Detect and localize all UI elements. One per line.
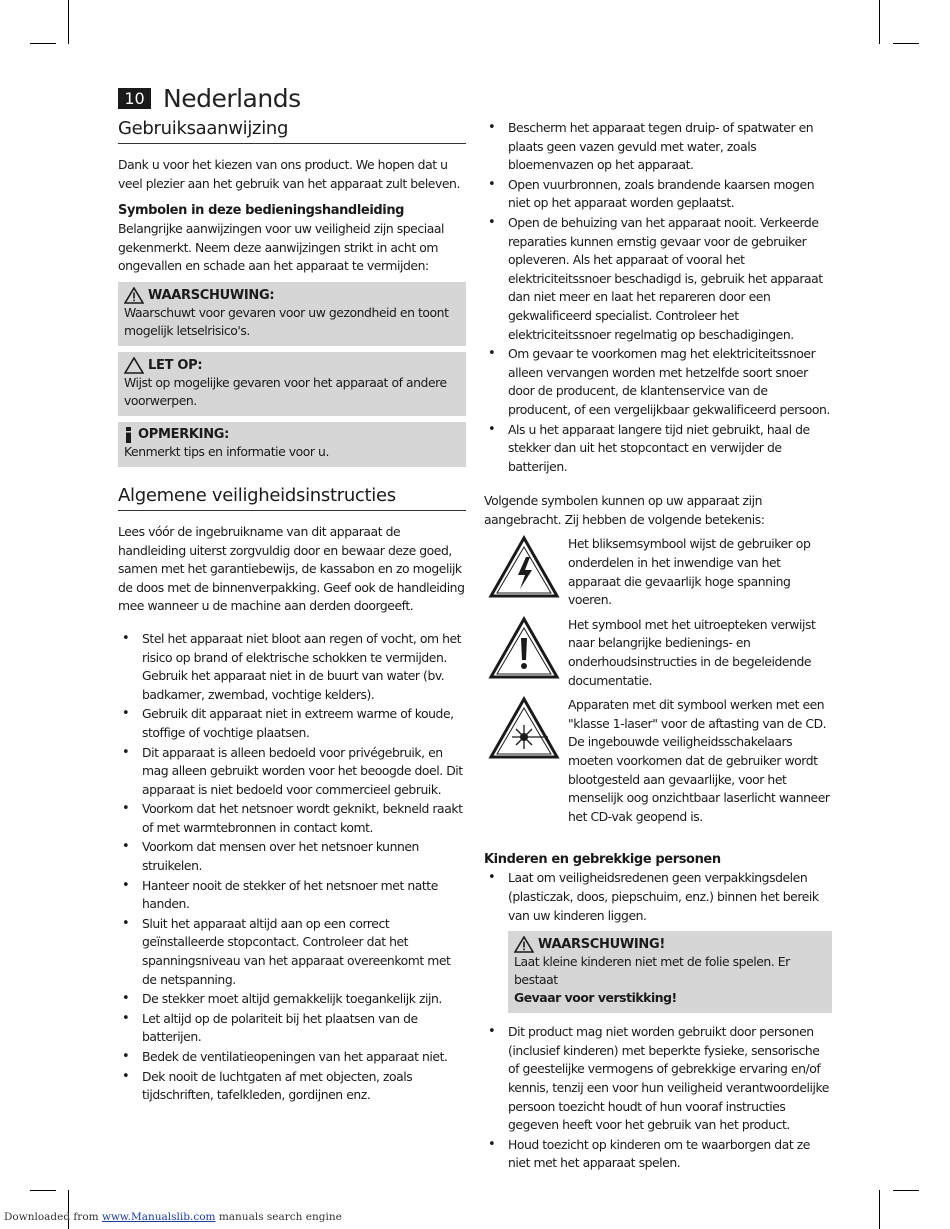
footer-suffix: manuals search engine: [218, 1211, 342, 1223]
list-item: • Let altijd op de polariteit bij het plaatsen van de batterijen.: [118, 1010, 466, 1047]
symbol-laser-row: [484, 696, 832, 826]
safety-list: [118, 630, 466, 1105]
child-warning-bold: Gevaar voor verstikking!: [514, 990, 677, 1006]
child-warning-text: Laat kleine kinderen niet met de folie spelen. Er bestaat: [514, 954, 790, 988]
caution-text: Wijst op mogelijke gevaren voor het apparaat of andere voorwerpen.: [124, 374, 447, 408]
lightning-text: Het bliksemsymbool wijst de gebruiker op onderdelen in het inwendige van het apparaat die gevaarlijk hoge spanning voeren.: [568, 536, 811, 608]
list-item: • Dek nooit de luchtgaten af met objecten, zoals tijdschriften, tafelkleden, gordijnen enz.: [118, 1068, 466, 1105]
warning-triangle-icon: [514, 936, 534, 953]
children-list-continued: [484, 1023, 832, 1173]
exclamation-warning-icon: [488, 616, 560, 680]
caution-title: LET OP:: [148, 357, 203, 373]
lightning-warning-icon: [488, 535, 560, 599]
children-list: [484, 869, 832, 925]
language-title: Nederlands: [163, 84, 301, 113]
crop-mark: [879, 1190, 880, 1229]
safety-list-continued: [484, 119, 832, 476]
list-item: • Laat om veiligheidsredenen geen verpakkingsdelen (plasticzak, doos, piepschuim, enz.) binnen het bereik van uw kinderen liggen.: [484, 869, 832, 925]
list-item: • Om gevaar te voorkomen mag het elektriciteitssnoer alleen vervangen worden met hetzelfde soort snoer door de producent, de klantenservice van de producent, of een vergelijkbaar gekwalificeerd persoon.: [484, 345, 832, 419]
child-warning-title: WAARSCHUWING!: [538, 937, 665, 953]
page-header: [118, 84, 301, 113]
manualslib-link[interactable]: www.Manualslib.com: [101, 1211, 216, 1223]
footer-prefix: Downloaded from: [4, 1211, 99, 1223]
symbol-lightning-row: [484, 535, 832, 609]
crop-mark: [893, 1190, 919, 1191]
laser-warning-icon: [488, 696, 560, 760]
warning-text: Waarschuwt voor gevaren voor uw gezondheid en toont mogelijk letselrisico's.: [124, 304, 449, 338]
crop-mark: [68, 1190, 69, 1229]
laser-text: Apparaten met dit symbool werken met een "klasse 1-laser" voor de aftasting van de CD. De ingebouwde veiligheidsschakelaars moeten voorkomen dat de gebruiker wordt blootgesteld aan gevaarlijke, voor het menselijk oog onzichtbaar laserlicht wanneer het CD-vak geopend is.: [568, 697, 830, 824]
list-item: • Stel het apparaat niet bloot aan regen of vocht, om het risico op brand of elektrische schokken te vermijden. Gebruik het apparaat niet in de buurt van water (bv. badkamer, zwembad, vochtige kelders).: [118, 630, 466, 704]
crop-mark: [893, 43, 919, 44]
list-item: • Dit apparaat is alleen bedoeld voor privégebruik, en mag alleen gebruikt worden voor het beoogde doel. Dit apparaat is niet bedoeld voor commercieel gebruik.: [118, 744, 466, 800]
info-icon: [124, 427, 133, 443]
download-footer: [4, 1211, 342, 1223]
list-item: • De stekker moet altijd gemakkelijk toegankelijk zijn.: [118, 990, 466, 1009]
list-item: • Bescherm het apparaat tegen druip- of spatwater en plaats geen vazen gevuld met water, zoals bloemenvazen op het apparaat.: [484, 119, 832, 175]
warning-box: [118, 282, 466, 346]
crop-mark: [30, 43, 56, 44]
exclamation-text: Het symbool met het uitroepteken verwijst naar belangrijke bedienings- en onderhoudsinstructies in de begeleidende documentatie.: [568, 616, 816, 688]
list-item: • Gebruik dit apparaat niet in extreem warme of koude, stoffige of vochtige plaatsen.: [118, 705, 466, 742]
section-title-instructions: Gebruiksaanwijzing: [118, 118, 466, 144]
safety-intro: Lees vóór de ingebruikname van dit apparaat de handleiding uiterst zorgvuldig door en bewaar deze goed, samen met het garantiebewijs, de kassabon en zo mogelijk de doos met de binnenverpakking. Geef ook de handleiding mee wanneer u de machine aan derden doorgeeft.: [118, 523, 465, 614]
left-column: [118, 118, 466, 1106]
list-item: • Als u het apparaat langere tijd niet gebruikt, haal de stekker dan uit het stopcontact en verwijder de batterijen.: [484, 421, 832, 477]
crop-mark: [879, 0, 880, 44]
note-box: [118, 422, 466, 467]
list-item: • Bedek de ventilatieopeningen van het apparaat niet.: [118, 1048, 466, 1067]
list-item: • Voorkom dat mensen over het netsnoer kunnen struikelen.: [118, 838, 466, 875]
caution-triangle-icon: [124, 357, 144, 374]
right-column: [484, 119, 832, 1174]
list-item: • Houd toezicht op kinderen om te waarborgen dat ze niet met het apparaat spelen.: [484, 1136, 832, 1173]
child-warning-box: [508, 931, 832, 1013]
symbol-exclamation-row: [484, 616, 832, 690]
device-symbols-intro: Volgende symbolen kunnen op uw apparaat zijn aangebracht. Zij hebben de volgende betekenis:: [484, 493, 765, 527]
section-title-safety: Algemene veiligheidsinstructies: [118, 485, 466, 511]
children-heading: Kinderen en gebrekkige personen: [484, 852, 721, 868]
list-item: • Open de behuizing van het apparaat nooit. Verkeerde reparaties kunnen ernstig gevaar voor de gebruiker opleveren. Als het apparaat of vooral het elektriciteitssnoer beschadigd is, gebruik het apparaat dan niet meer en laat het repareren door een gekwalificeerd specialist. Controleer het elektriciteitssnoer regelmatig op beschadigingen.: [484, 214, 832, 344]
symbols-text: Belangrijke aanwijzingen voor uw veiligheid zijn speciaal gekenmerkt. Neem deze aanwijzingen strikt in acht om ongevallen en schade aan het apparaat te vermijden:: [118, 221, 444, 274]
list-item: • Open vuurbronnen, zoals brandende kaarsen mogen niet op het apparaat worden geplaatst.: [484, 176, 832, 213]
note-text: Kenmerkt tips en informatie voor u.: [124, 443, 329, 459]
crop-mark: [68, 0, 69, 44]
symbols-heading: Symbolen in deze bedieningshandleiding: [118, 203, 405, 219]
page-number: 10: [118, 88, 151, 109]
list-item: • Dit product mag niet worden gebruikt door personen (inclusief kinderen) met beperkte fysieke, sensorische of geestelijke vermogens of gebrekkige ervaring en/of kennis, tenzij een voor hun veiligheid verantwoordelijke persoon toezicht houdt of hun vooraf instructies gegeven heeft voor het gebruik van het product.: [484, 1023, 832, 1135]
crop-mark: [30, 1190, 56, 1191]
list-item: • Sluit het apparaat altijd aan op een correct geïnstalleerde stopcontact. Controleer dat het spanningsniveau van het apparaat overeenkomt met de netspanning.: [118, 915, 466, 989]
list-item: • Voorkom dat het netsnoer wordt geknikt, bekneld raakt of met warmtebronnen in contact komt.: [118, 800, 466, 837]
note-title: OPMERKING:: [138, 427, 230, 443]
list-item: • Hanteer nooit de stekker of het netsnoer met natte handen.: [118, 877, 466, 914]
intro-text: Dank u voor het kiezen van ons product. We hopen dat u veel plezier aan het gebruik van het apparaat zult beleven.: [118, 157, 460, 191]
warning-triangle-icon: [124, 287, 144, 304]
warning-title: WAARSCHUWING:: [148, 287, 275, 303]
caution-box: [118, 352, 466, 416]
